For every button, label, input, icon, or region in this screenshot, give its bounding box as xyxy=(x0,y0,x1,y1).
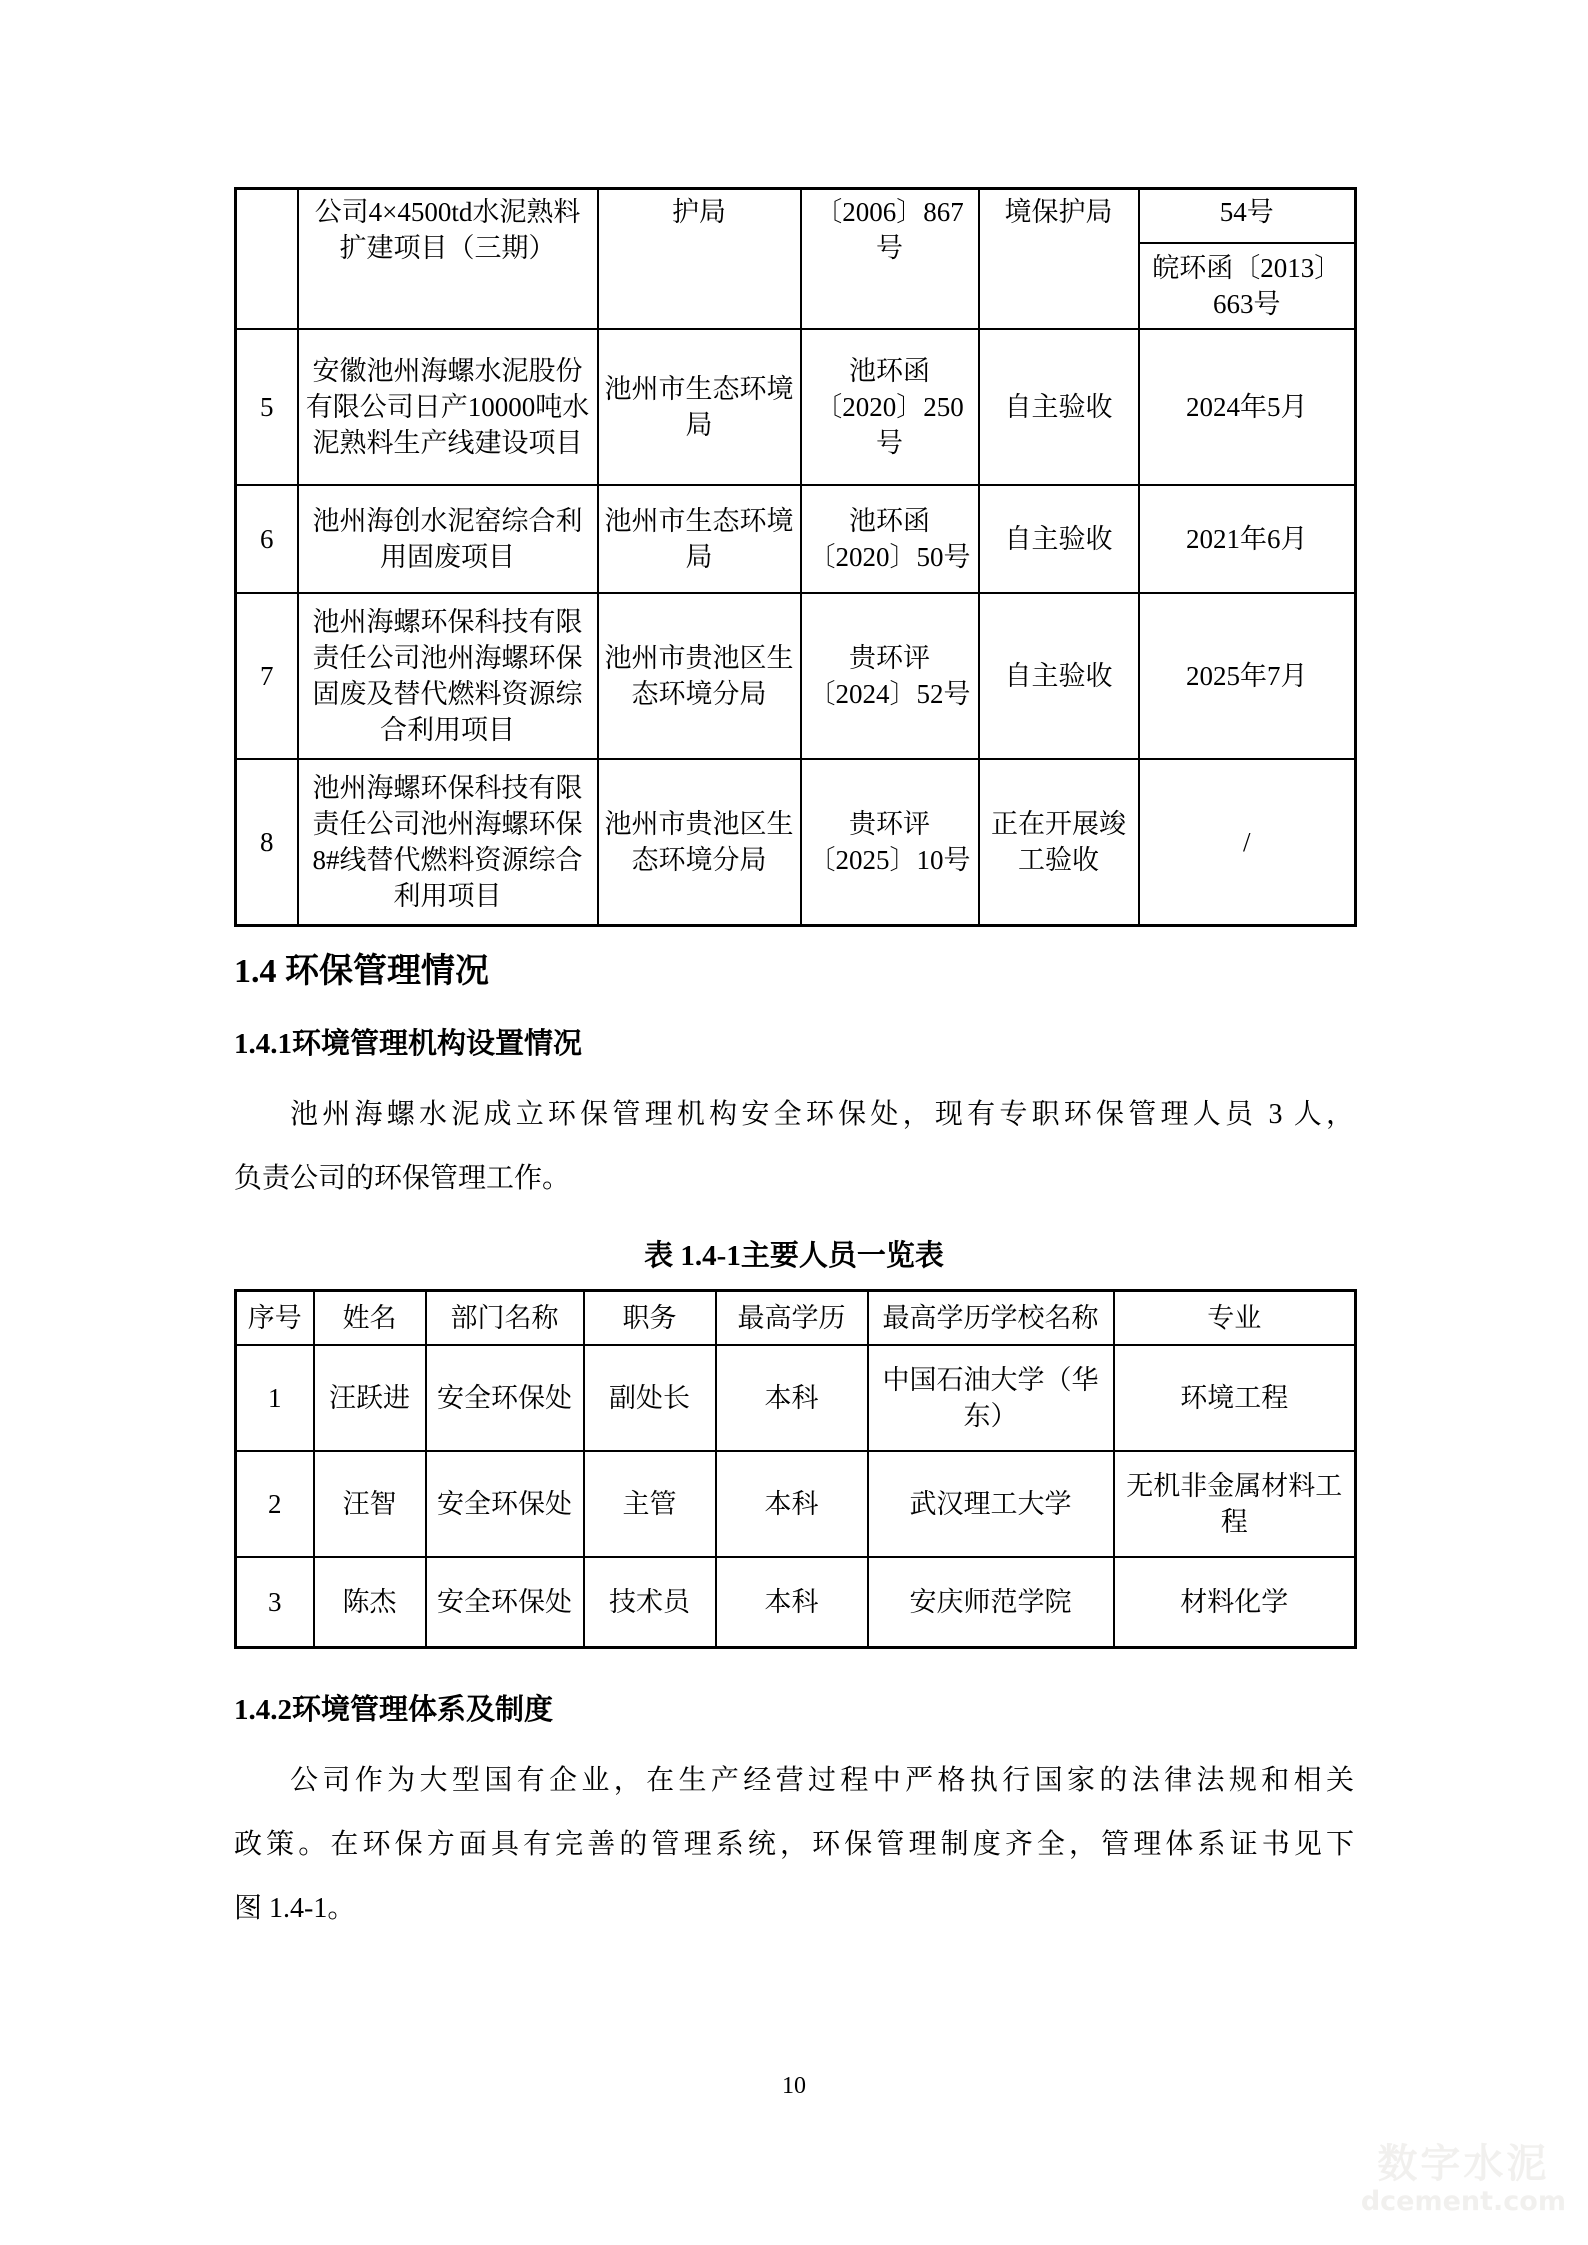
cell-department: 安全环保处 xyxy=(426,1345,584,1451)
cell-education: 本科 xyxy=(716,1345,868,1451)
table-row-7 xyxy=(236,593,1356,759)
header-name: 姓名 xyxy=(314,1291,426,1346)
approval-table xyxy=(234,187,1357,927)
table-header-row xyxy=(236,1291,1356,1346)
header-department: 部门名称 xyxy=(426,1291,584,1346)
cell-doc-no: 池环函〔2020〕250号 xyxy=(801,329,979,485)
cell-status: 自主验收 xyxy=(979,485,1139,593)
cell-seq: 1 xyxy=(236,1345,314,1451)
table-row-8 xyxy=(236,759,1356,926)
table-row-person-2 xyxy=(236,1451,1356,1557)
cell-school: 武汉理工大学 xyxy=(868,1451,1114,1557)
cell-date: 2024年5月 xyxy=(1139,329,1356,485)
cell-doc-no: 池环函〔2020〕50号 xyxy=(801,485,979,593)
cell-position: 副处长 xyxy=(584,1345,716,1451)
cell-major: 材料化学 xyxy=(1114,1557,1356,1648)
cell-doc-no: 贵环评〔2025〕10号 xyxy=(801,759,979,926)
cell-education: 本科 xyxy=(716,1557,868,1648)
cell-approval-bottom: 皖环函〔2013〕663号 xyxy=(1139,243,1356,329)
cell-authority: 护局 xyxy=(598,189,801,330)
header-seq: 序号 xyxy=(236,1291,314,1346)
cell-authority: 池州市贵池区生态环境分局 xyxy=(598,759,801,926)
cell-position: 技术员 xyxy=(584,1557,716,1648)
cell-authority: 池州市生态环境局 xyxy=(598,485,801,593)
cell-seq: 6 xyxy=(236,485,298,593)
section-1-4-1-paragraph xyxy=(234,1083,1354,1211)
cell-seq: 5 xyxy=(236,329,298,485)
watermark xyxy=(1361,2142,1566,2218)
cell-project: 公司4×4500td水泥熟料扩建项目（三期） xyxy=(298,189,598,330)
cell-doc-no: 贵环评〔2024〕52号 xyxy=(801,593,979,759)
cell-status: 自主验收 xyxy=(979,593,1139,759)
personnel-table-caption: 表 1.4-1主要人员一览表 xyxy=(644,1240,944,1272)
section-1-4-2-paragraph xyxy=(234,1749,1354,1941)
header-major: 专业 xyxy=(1114,1291,1356,1346)
page-content xyxy=(234,187,1354,1941)
cell-project: 池州海创水泥窑综合利用固废项目 xyxy=(298,485,598,593)
watermark-domain-text: dcement.com xyxy=(1360,2186,1566,2217)
cell-date: 2021年6月 xyxy=(1139,485,1356,593)
section-1-4-1-title: 1.4.1环境管理机构设置情况 xyxy=(234,1028,583,1060)
cell-authority: 池州市贵池区生态环境分局 xyxy=(598,593,801,759)
cell-name: 汪智 xyxy=(314,1451,426,1557)
header-school: 最高学历学校名称 xyxy=(868,1291,1114,1346)
cell-position: 主管 xyxy=(584,1451,716,1557)
cell-education: 本科 xyxy=(716,1451,868,1557)
cell-seq: 7 xyxy=(236,593,298,759)
header-position: 职务 xyxy=(584,1291,716,1346)
cell-date: 2025年7月 xyxy=(1139,593,1356,759)
paragraph-line: 政策。在环保方面具有完善的管理系统，环保管理制度齐全，管理体系证书见下 xyxy=(234,1829,1354,1860)
personnel-table xyxy=(234,1289,1357,1649)
table-row-5 xyxy=(236,329,1356,485)
cell-department: 安全环保处 xyxy=(426,1557,584,1648)
paragraph-line: 池州海螺水泥成立环保管理机构安全环保处，现有专职环保管理人员 3 人， xyxy=(290,1099,1354,1130)
table-row-continued xyxy=(236,189,1356,244)
paragraph-line: 负责公司的环保管理工作。 xyxy=(234,1163,571,1194)
cell-status: 正在开展竣工验收 xyxy=(979,759,1139,926)
cell-major: 无机非金属材料工程 xyxy=(1114,1451,1356,1557)
cell-school: 中国石油大学（华东） xyxy=(868,1345,1114,1451)
cell-project: 池州海螺环保科技有限责任公司池州海螺环保固废及替代燃料资源综合利用项目 xyxy=(298,593,598,759)
page-number: 10 xyxy=(782,2073,806,2099)
cell-seq: 2 xyxy=(236,1451,314,1557)
cell-department: 安全环保处 xyxy=(426,1451,584,1557)
section-1-4-title: 1.4 环保管理情况 xyxy=(234,953,489,990)
cell-project: 安徽池州海螺水泥股份有限公司日产10000吨水泥熟料生产线建设项目 xyxy=(298,329,598,485)
table-row-person-1 xyxy=(236,1345,1356,1451)
cell-seq: 8 xyxy=(236,759,298,926)
paragraph-line: 公司作为大型国有企业，在生产经营过程中严格执行国家的法律法规和相关 xyxy=(290,1765,1354,1796)
cell-doc-no: 〔2006〕867号 xyxy=(801,189,979,330)
cell-name: 汪跃进 xyxy=(314,1345,426,1451)
table-row-person-3 xyxy=(236,1557,1356,1648)
cell-project: 池州海螺环保科技有限责任公司池州海螺环保8#线替代燃料资源综合利用项目 xyxy=(298,759,598,926)
watermark-logo-text: 数字水泥 xyxy=(1377,2141,1550,2187)
paragraph-line: 图 1.4-1。 xyxy=(234,1893,356,1924)
cell-date: / xyxy=(1139,759,1356,926)
cell-approval-top: 54号 xyxy=(1139,189,1356,244)
section-1-4-2-title: 1.4.2环境管理体系及制度 xyxy=(234,1694,554,1726)
cell-seq xyxy=(236,189,298,330)
cell-major: 环境工程 xyxy=(1114,1345,1356,1451)
header-education: 最高学历 xyxy=(716,1291,868,1346)
cell-school: 安庆师范学院 xyxy=(868,1557,1114,1648)
table-row-6 xyxy=(236,485,1356,593)
cell-status: 境保护局 xyxy=(979,189,1139,330)
cell-status: 自主验收 xyxy=(979,329,1139,485)
cell-authority: 池州市生态环境局 xyxy=(598,329,801,485)
cell-seq: 3 xyxy=(236,1557,314,1648)
cell-name: 陈杰 xyxy=(314,1557,426,1648)
